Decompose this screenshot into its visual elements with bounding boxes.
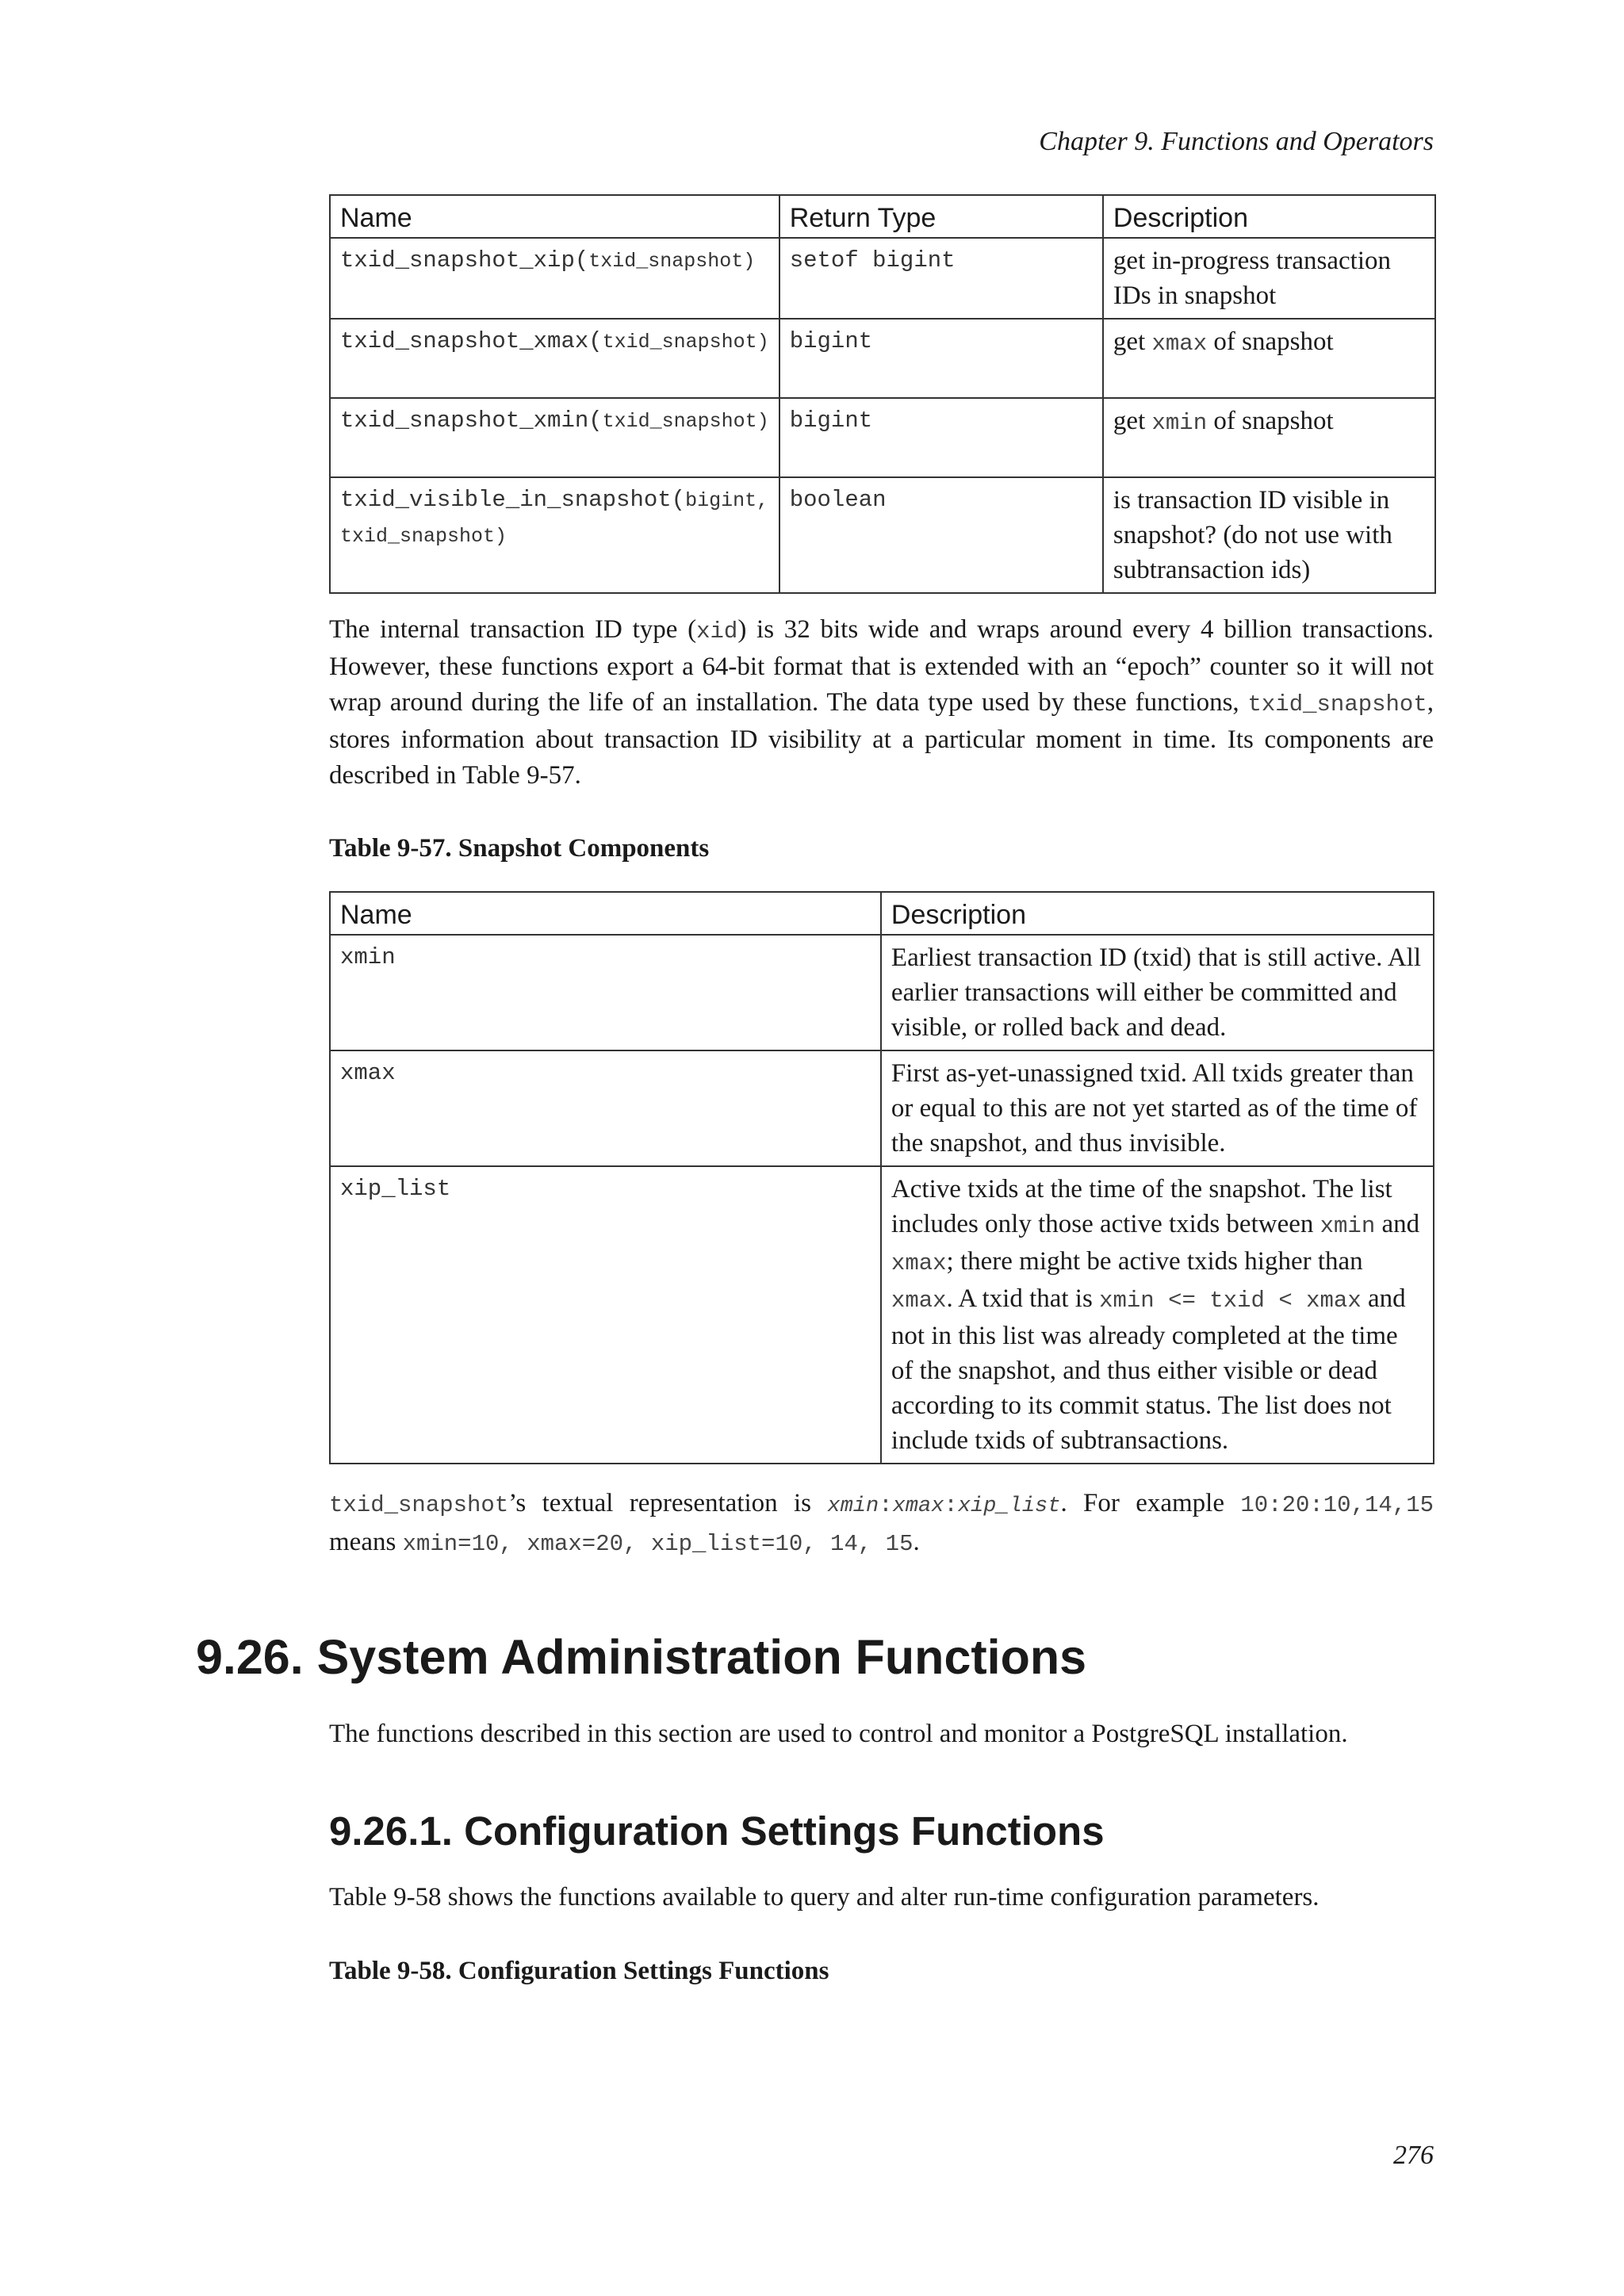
function-name: txid_snapshot_xmax(txid_snapshot) [330, 319, 779, 398]
table-row [330, 319, 1435, 398]
description: get in-progress transaction IDs in snapshot [1103, 238, 1435, 319]
function-name: txid_snapshot_xmin(txid_snapshot) [330, 398, 779, 477]
table-row [330, 1050, 1434, 1166]
function-name: txid_visible_in_snapshot(bigint, txid_snapshot) [330, 477, 779, 593]
table-row [330, 935, 1434, 1050]
txid-functions-table [329, 194, 1436, 594]
table-header-row [330, 195, 1435, 238]
component-description: Earliest transaction ID (txid) that is still active. All earlier transactions will either be committed and visible, or rolled back and dead. [881, 935, 1434, 1050]
component-name: xmax [330, 1050, 881, 1166]
description: get xmax of snapshot [1103, 319, 1435, 398]
component-description: Active txids at the time of the snapshot. The list includes only those active txids between xmin and xmax; there might be active txids higher than xmax. A txid that is xmin <= txid < xmax and not in this list was already completed at the time of the snapshot, and thus either visible or dead according to its commit status. The list does not include txids of subtransactions. [881, 1166, 1434, 1464]
table-row [330, 238, 1435, 319]
paragraph-textual-representation: txid_snapshot’s textual representation is xmin:xmax:xip_list. For example 10:20:10,14,15 means xmin=10, xmax=20, xip_list=10, 14, 15. [329, 1489, 1434, 1557]
table-header-row [330, 892, 1434, 935]
col-header-description: Description [1103, 195, 1435, 238]
col-header-description: Description [881, 892, 1434, 935]
subsection-intro: Table 9-58 shows the functions available to query and alter run-time configuration parameters. [329, 1883, 1320, 1911]
table-row [330, 477, 1435, 593]
table-caption-9-58: Table 9-58. Configuration Settings Functions [329, 1957, 829, 1985]
col-header-return-type: Return Type [779, 195, 1103, 238]
section-title: 9.26. System Administration Functions [196, 1630, 1087, 1684]
col-header-name: Name [330, 892, 881, 935]
function-name: txid_snapshot_xip(txid_snapshot) [330, 238, 779, 319]
snapshot-components-table [329, 891, 1434, 1464]
component-description: First as-yet-unassigned txid. All txids greater than or equal to this are not yet started as of the time of the snapshot, and thus invisible. [881, 1050, 1434, 1166]
component-name: xmin [330, 935, 881, 1050]
table-caption-9-57: Table 9-57. Snapshot Components [329, 834, 710, 863]
description: is transaction ID visible in snapshot? (do not use with subtransaction ids) [1103, 477, 1435, 593]
col-header-name: Name [330, 195, 779, 238]
chapter-header: Chapter 9. Functions and Operators [1039, 127, 1434, 156]
section-intro: The functions described in this section are used to control and monitor a PostgreSQL installation. [329, 1720, 1348, 1748]
page-number: 276 [1393, 2141, 1434, 2170]
return-type: boolean [779, 477, 1103, 593]
component-name: xip_list [330, 1166, 881, 1464]
subsection-title: 9.26.1. Configuration Settings Functions [329, 1808, 1105, 1854]
table-row [330, 1166, 1434, 1464]
paragraph-txid-intro: The internal transaction ID type (xid) is 32 bits wide and wraps around every 4 billion transactions. However, these functions export a 64-bit format that is extended with an “epoch” counter so it will not wrap around during the life of an installation. The data type used by these functions, txid_snapshot, stores information about transaction ID visibility at a particular moment in time. Its components are described in Table 9-57. [329, 615, 1434, 790]
table-row [330, 398, 1435, 477]
return-type: bigint [779, 319, 1103, 398]
return-type: bigint [779, 398, 1103, 477]
description: get xmin of snapshot [1103, 398, 1435, 477]
return-type: setof bigint [779, 238, 1103, 319]
